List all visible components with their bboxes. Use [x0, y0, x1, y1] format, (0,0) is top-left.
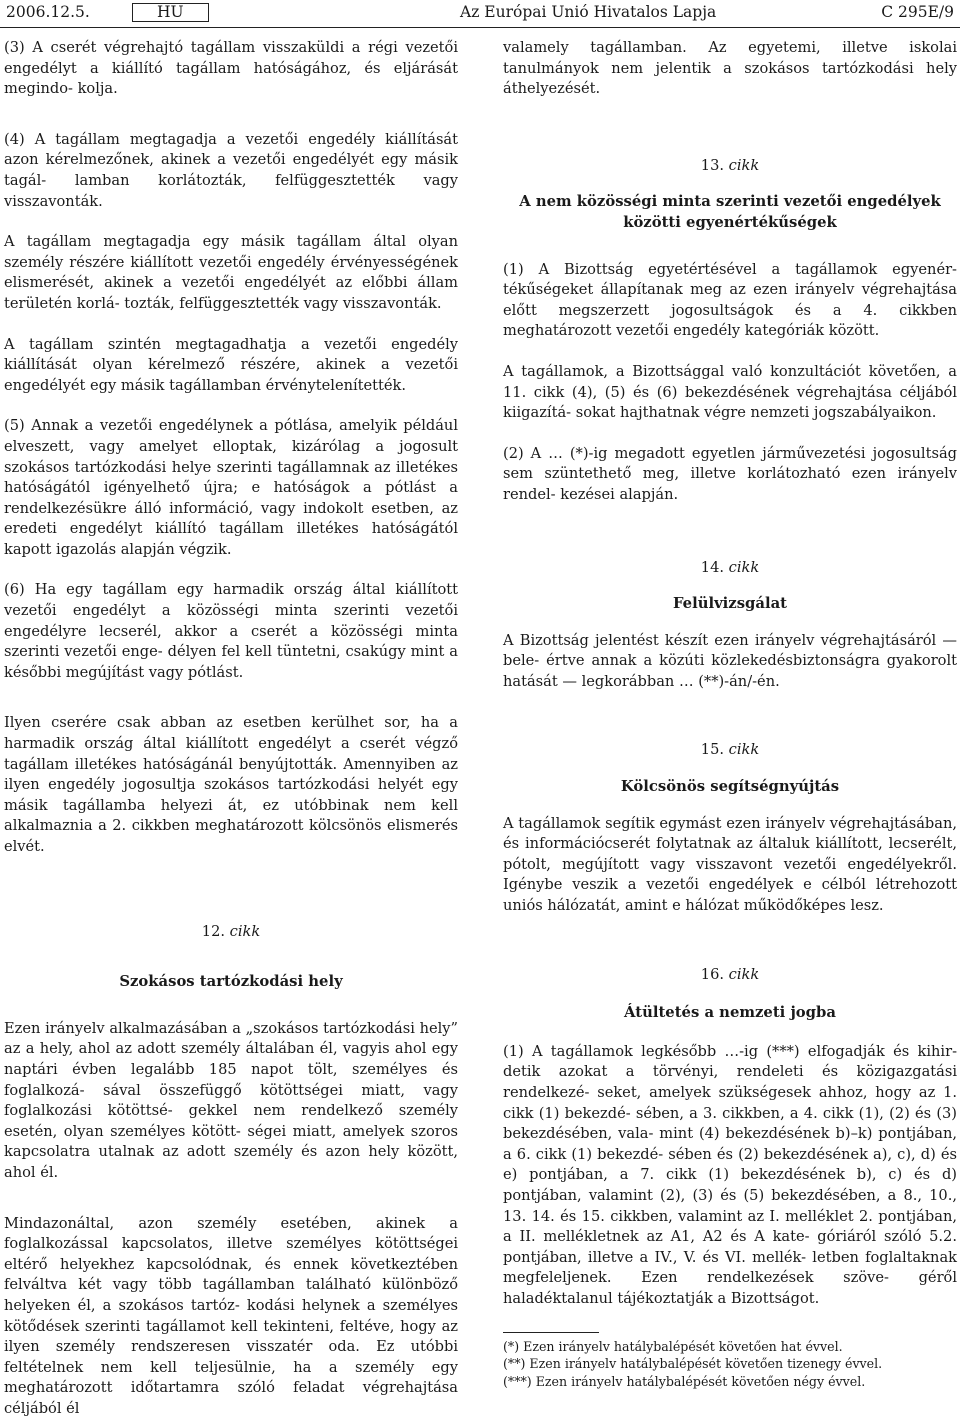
article-12-title: Szokásos tartózkodási hely — [119, 973, 343, 991]
article-15-number: 15. cikk — [700, 741, 760, 759]
paragraph-continuation: valamely tagállamban. Az egyetemi, illetve iskolai tanulmányok nem jelentik a szokásos tartózkodási hely áthelyezését. — [503, 39, 957, 98]
paragraph-5: (5) Annak a vezetői engedélynek a pótlása, amelyik például elveszett, vagy amelyet elloptak, kizárólag a jogosult szokásos tartózkodási helye szerinti tagállamnak az illetékes hatóságától igényelhető újra; e hatóságok a pótlást a rendelkezésükre álló információ, vagy indokolt esetben, az eredeti engedélyt kiállító tagállam illetékes hatóságától kapott igazolás alapján végzik. — [4, 417, 458, 558]
paragraph-13-1-b: A tagállamok, a Bizottsággal való konzultációt követően, a 11. cikk (4), (5) és (6) bekezdésének végrehajtása céljából kiigazítá- sokat hajthatnak végre nemzeti jogszabályaikon. — [503, 362, 957, 422]
paragraph-16-1: (1) A tagállamok legkésőbb …-ig (***) elfogadják és kihir- detik azokat a törvényi, rendeleti és közigazgatási rendelkezé- seket, amelyek szükségesek ahhoz, hogy az 1. cikk (1) bekezdé- sében, a 3. cikkben, a 4. cikk (1), (2) és (3) bekezdésében, vala- mint (4) bekezdésének b)–k) pontjában, a 6. cikk (1) bekezdé- sében és (2) bekezdésének a), c), d) és e) pontjában, a 7. cikk (1) bekezdésének b), c) és d) pontjában, valamint (2), (3) és (5) bekezdésében, a 8., 10., 13. 14. és 15. cikkben, valamint az I. melléklet 2. pontjában, a II. mellékletnek az A1, A2 és A kate- góriáról szóló 5.2. pontjában, illetve a IV., V. és VI. mellék- letben foglaltaknak megfeleljenek. Ezen rendelkezések szöve- géről haladéktalanul tájékoztatják a Bizottságot. — [503, 1042, 957, 1307]
left-column — [4, 38, 458, 1419]
journal-title: Az Európai Unió Hivatalos Lapja — [460, 3, 717, 21]
paragraph-14: A Bizottság jelentést készít ezen irányelv végrehajtásáról — bele- értve annak a közúti közlekedésbiztonságra gyakorolt hatását — legkorábban … (**)-án/-én. — [503, 631, 957, 690]
footnote-1: (*) Ezen irányelv hatálybalépését követően hat évvel. — [503, 1338, 843, 1354]
paragraph-12-2: Mindazonáltal, azon személy esetében, akinek a foglalkozással kapcsolatos, illetve személyes kötöttségei eltérő helyekhez kapcsolódnak, és ennek következtében felváltva két vagy több tagállamban található különböző helyeken él, a szokásos tartóz- kodási helynek a személyes kötődések szerinti tagállamot kell tekinteni, feltéve, hogy az ilyen személy rendszeresen visszatér oda. Ez utóbbi feltételnek nem kell teljesülnie, ha a személy egy meghatározott időtartamra szóló feladat végrehajtása céljából él — [4, 1214, 458, 1417]
paragraph-13-1: (1) A Bizottság egyetértésével a tagállamok egyenér- tékűségeket állapítanak meg az ezen irányelv végrehajtása előtt megszerzett jogosultságok és a 4. cikkben meghatározott vezetői engedély kategóriák között. — [503, 260, 957, 340]
article-15-title: Kölcsönös segítségnyújtás — [620, 778, 840, 796]
right-column — [503, 38, 957, 1390]
article-16-number: 16. cikk — [700, 965, 760, 983]
footnote-3: (***) Ezen irányelv hatálybalépését követően négy évvel. — [503, 1373, 866, 1389]
article-13-title: A nem közösségi minta szerinti vezetői engedélyek közötti egyenértékűségek — [519, 193, 941, 231]
paragraph-4: (4) A tagállam megtagadja a vezetői engedély kiállítását azon kérelmezőnek, akinek a vezetői engedélyét egy másik tagál- lamban korlátozták, felfüggesztették vagy visszavonták. — [4, 130, 458, 210]
paragraph-3: (3) A cserét végrehajtó tagállam visszaküldi a régi vezetői engedélyt a kiállító tagállam hatóságához, és eljárását megindo- kolja. — [4, 39, 458, 98]
paragraph-12-1: Ezen irányelv alkalmazásában a „szokásos tartózkodási hely” az a hely, ahol az adott személy általában él, vagyis ahol egy naptári évben legalább 185 napot tölt, személyes és foglalkozá- sával összefüggő kötöttségei miatt, vagy foglalkozási kötöttsé- gekkel nem rendelkező személy esetén, olyan személyes kötött- ségei miatt, amelyek szoros kapcsolatra utalnak az adott személy és azon hely között, ahol él. — [4, 1019, 458, 1181]
publication-date: 2006.12.5. — [6, 3, 90, 21]
paragraph-4-b: A tagállam megtagadja egy másik tagállam által olyan személy részére kiállított vezetői engedély érvényességének elismerését, akinek a vezetői engedélyét az előbbi állam területén korlá- tozták, felfüggesztették vagy visszavonták. — [4, 233, 458, 312]
page-reference: C 295E/9 — [881, 3, 954, 21]
article-13-number: 13. cikk — [700, 156, 760, 174]
paragraph-4-c: A tagállam szintén megtagadhatja a vezetői engedély kiállítását olyan kérelmező részére, akinek a vezetői engedélyét egy másik tagállamban érvénytelenítették. — [4, 335, 458, 394]
article-16-title: Átültetés a nemzeti jogba — [624, 1004, 836, 1022]
page-header — [0, 0, 960, 26]
header-divider — [0, 27, 960, 28]
paragraph-13-2: (2) A … (*)-ig megadott egyetlen járművezetési jogosultság sem szüntethető meg, illetve korlátozható ezen irányelv rendel- kezései alapján. — [503, 444, 957, 503]
article-14-title: Felülvizsgálat — [672, 595, 788, 613]
paragraph-6: (6) Ha egy tagállam egy harmadik ország által kiállított vezetői engedélyt a közösségi minta szerinti vezetői engedélyre lecserél, akkor a cserét a közösségi minta szerinti vezetői enge- délyen fel kell tüntetni, csakúgy mint a későbbi megújítást vagy pótlást. — [4, 581, 458, 681]
footnote-2: (**) Ezen irányelv hatálybalépését követően tizenegy évvel. — [503, 1356, 883, 1372]
paragraph-15: A tagállamok segítik egymást ezen irányelv végrehajtásában, és információcserét folytatnak az általuk kiállított, lecserélt, pótolt, megújított vagy visszavont vezetői engedélyekről. Igénybe veszik a vezetői engedélyek e célból létrehozott uniós hálózatát, amint e hálózat működőképes lesz. — [503, 814, 957, 915]
footnote-divider — [503, 1332, 599, 1333]
article-14-number: 14. cikk — [700, 558, 760, 576]
language-code: HU — [132, 3, 209, 22]
paragraph-6-b: Ilyen cserére csak abban az esetben kerülhet sor, ha a harmadik ország által kiállított engedélyt a cserét végző tagállam illetékes hatóságánál benyújtották. Amennyiben az ilyen engedély jogosultja szokásos tartózkodási helyét egy másik tagállamba helyezi át, ez utóbbinak nem kell alkalmaznia a 2. cikkben meghatározott kölcsönös elismerés elvét. — [4, 714, 458, 855]
article-12-number: 12. cikk — [201, 922, 261, 940]
